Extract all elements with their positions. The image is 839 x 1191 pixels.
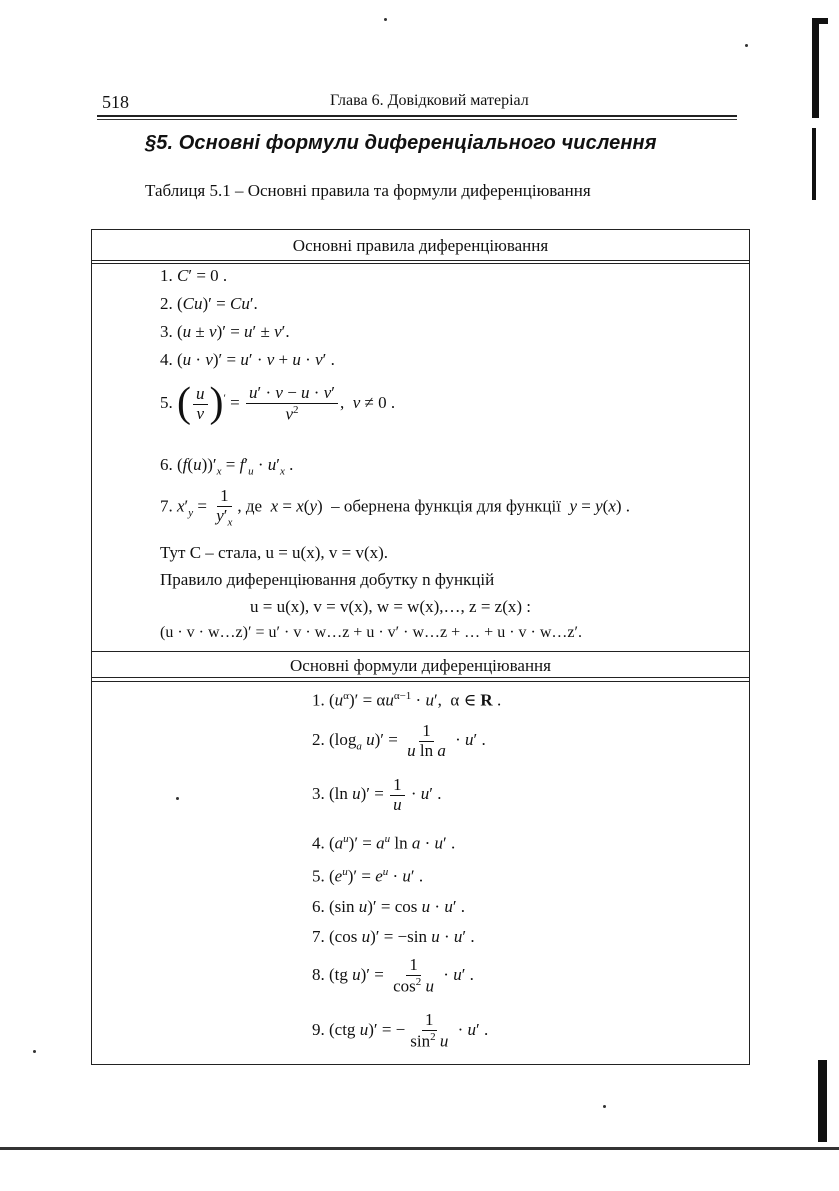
rule-6: 6. $(f(u))'_x = f'_u \cdot u'_x$ . <box>160 455 294 478</box>
rule-7: 7. $x'_y$ = $\frac{1}{y'_x}$ , де x = x(y) – обернена функція для функції y = y(x) . <box>160 486 631 529</box>
formula-2: 2. ($\log_a$ u)′ = $\frac{1}{\text{u ln a}}$ · u′ . <box>312 721 486 760</box>
running-title: Глава 6. Довідковий матеріал <box>330 92 529 109</box>
scan-mark <box>812 128 816 200</box>
formula-4: 4. $(a^u)' = a^u$ ln a · u′ . <box>312 833 456 853</box>
table-rule <box>91 651 750 652</box>
header-rule <box>97 115 737 117</box>
table-rule <box>91 681 750 682</box>
formula-5: 5. $(e^u)' = e^u \cdot u'$ . <box>312 866 424 886</box>
table-rule <box>91 260 750 261</box>
product-rule-formula: (u · v · w…z)′ = u′ · v · w…z + u · v′ · w…z + … + u · v · w…z′. <box>160 624 582 641</box>
formula-8: 8. (tg u)′ = $\frac{1}{\cos^2 u}$ · u′ . <box>312 955 474 996</box>
page-number: 518 <box>102 92 129 112</box>
rule-2: 2. (Cu)′ = Cu′. <box>160 294 258 313</box>
scan-mark <box>818 1060 827 1142</box>
scan-dot <box>384 18 387 21</box>
scan-mark <box>812 18 819 118</box>
formula-6: 6. (sin u)′ = cos u · u′ . <box>312 897 466 916</box>
rule-1: 1. C′ = 0 . <box>160 266 228 285</box>
scan-dot <box>745 44 748 47</box>
product-rule-vars: u = u(x), v = v(x), w = w(x),…, z = z(x) : <box>250 597 532 616</box>
rule-5: 5. ( $\frac{u}{v}$ ) ′ = $\frac{u' \cdot v - u \cdot v'}{v^2}$ , v ≠ 0 . <box>160 380 396 427</box>
formula-7: 7. (cos u)′ = −sin u · u′ . <box>312 927 475 946</box>
product-rule-title: Правило диференціювання добутку n функцій <box>160 570 495 589</box>
rule-4: 4. (u · v)′ = u′ · v + u · v′ . <box>160 350 335 369</box>
table-rule <box>91 677 750 678</box>
table-caption: Таблиця 5.1 – Основні правила та формули диференціювання <box>145 181 591 200</box>
formula-1: 1. $(u^\alpha)' = \alpha u^{\alpha-1} \cdot u'$, α ∈ R . <box>312 690 502 710</box>
formulas-heading: Основні формули диференціювання <box>290 656 551 675</box>
formula-9: 9. (ctg u)′ = − $\frac{1}{\sin^2 u}$ · u′ . <box>312 1010 489 1051</box>
scan-dot <box>176 797 179 800</box>
section-title: §5. Основні формули диференціального числення <box>145 132 657 154</box>
table-rule <box>91 263 750 264</box>
scan-mark <box>812 18 828 24</box>
formula-3: 3. (ln u)′ = $\frac{1}{u}$ · u′ . <box>312 775 442 814</box>
header-rule-thin <box>97 119 737 120</box>
bottom-edge <box>0 1147 839 1150</box>
rules-note: Тут C – стала, u = u(x), v = v(x). <box>160 543 389 562</box>
rule-3: 3. (u ± v)′ = u′ ± v′. <box>160 322 290 341</box>
scan-dot <box>603 1105 606 1108</box>
rules-heading: Основні правила диференціювання <box>292 236 549 255</box>
scan-dot <box>33 1050 36 1053</box>
